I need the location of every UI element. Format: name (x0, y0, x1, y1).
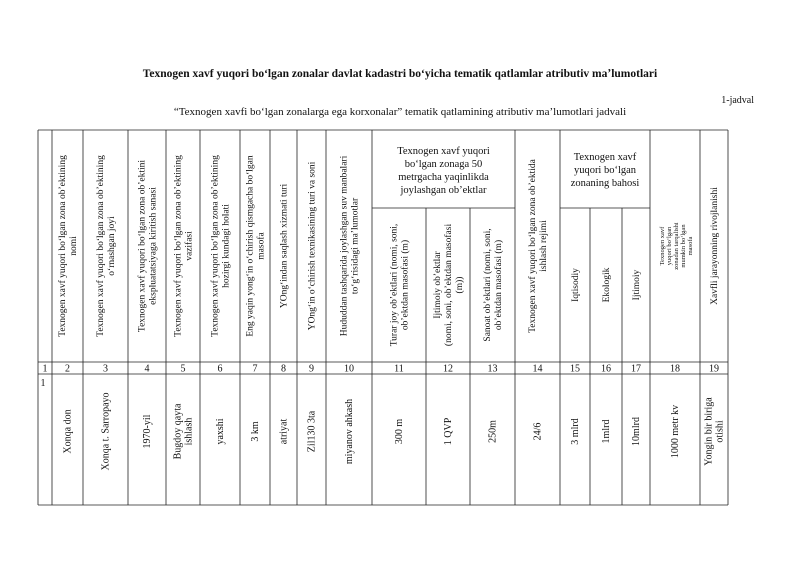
header-col-5-line: Texnogen xavf yuqori boʻlgan zona obʼektining (173, 155, 184, 337)
header-col-18 (659, 222, 694, 270)
cell-col-16-line: 1mlrd (601, 419, 612, 444)
header-col-15 (571, 268, 581, 302)
header-col-9 (308, 161, 318, 330)
cell-col-5 (173, 403, 195, 459)
header-col-8 (280, 184, 290, 309)
header-col-5-line: vazifasi (184, 231, 195, 261)
cell-col-10 (344, 399, 355, 464)
cell-col-16 (601, 420, 612, 444)
column-number: 7 (252, 363, 258, 375)
column-number: 9 (309, 363, 314, 375)
header-col-8-line: YOngʻindan saqlash xizmati turi (279, 183, 290, 309)
header-group-zone-assessment-line: Texnogen xavf (573, 152, 637, 163)
header-col-17-line: Ijtimoiy (632, 269, 642, 301)
cell-col-19-line: Yongin bir biriga (703, 397, 715, 466)
header-col-18-line: yuqori boʻlgan (666, 226, 673, 266)
table-subtitle: “Texnogen xavfi boʻlgan zonalarga ega korxonalar” tematik qatlamining atributiv maʼlumotlari jadvali (173, 106, 627, 118)
header-col-18-line: zonadan tarqalishi (673, 222, 680, 270)
cell-col-14 (533, 423, 544, 441)
column-number: 18 (670, 363, 680, 375)
cell-col-11 (394, 419, 405, 445)
column-number: 17 (631, 363, 641, 375)
cell-col-4-line: 1970-yil (142, 414, 153, 449)
header-col-2-line: Texnogen xavf yuqori boʻlgan zona obʼektining (58, 155, 68, 337)
cell-col-2 (63, 409, 74, 453)
column-number: 11 (394, 363, 404, 375)
page-title: Texnogen xavf yuqori boʻlgan zonalar davlat kadastri boʻyicha tematik qatlamlar atributiv maʼlumotlari (142, 68, 658, 80)
header-group-nearby-objects-line: boʻlgan zonaga 50 (404, 159, 483, 170)
cell-col-4 (142, 414, 153, 448)
header-col-11-line: Turar joy obʼektlari (nomi, soni, (389, 223, 400, 347)
header-group-nearby-objects-line: joylashgan obʼektlar (400, 185, 487, 196)
header-col-9-line: YOngʻin oʻchirish texnikasining turi va soni (307, 161, 318, 331)
cell-col-14-line: 24/6 (532, 422, 544, 441)
header-col-13 (482, 228, 504, 341)
cell-col-3 (101, 392, 112, 470)
cell-col-7-line: 3 km (250, 421, 261, 442)
header-col-6 (210, 155, 232, 337)
column-number: 3 (103, 363, 108, 375)
header-col-12-line: Ijtimoiy obʼektlar (433, 251, 443, 319)
cell-col-13-line: 250m (487, 420, 499, 443)
header-col-11-line: obʼektdan masofasi (m) (400, 239, 411, 331)
cell-col-17-line: 10mlrd (631, 417, 642, 446)
column-number: 12 (443, 363, 453, 375)
header-col-4-line: Texnogen xavf yuqori boʻlgan zona obʼektini (137, 159, 148, 333)
header-col-15-line: Iqtisodiy (571, 268, 581, 302)
header-col-5 (173, 155, 195, 337)
header-col-3-line: oʻrnashgan joyi (107, 216, 117, 276)
column-number: 6 (217, 363, 223, 375)
header-col-10 (340, 155, 361, 336)
cell-col-12-line: 1 QVP (443, 417, 454, 446)
header-col-6-line: Texnogen xavf yuqori boʻlgan zona obʼektining (210, 155, 221, 337)
cell-col-5-line: ishlash (183, 417, 195, 446)
header-group-zone-assessment-line: yuqori boʻlgan (573, 165, 637, 176)
header-group-zone-assessment-line: zonaning bahosi (570, 178, 640, 189)
cell-col-19-line: otishi (714, 420, 726, 443)
table-content (41, 146, 726, 471)
header-col-18-line: masofa (687, 236, 694, 256)
header-group-nearby-objects-line: metrgacha yaqinlikda (398, 172, 489, 183)
cell-col-12 (443, 417, 454, 445)
header-col-2-line: nomi (69, 236, 79, 256)
cell-col-8 (279, 419, 290, 445)
header-col-2 (57, 155, 79, 337)
cell-col-6 (215, 418, 226, 444)
cell-col-9-line: Zil130 3ta (306, 410, 318, 453)
table-reference: 1-jadval (721, 95, 754, 106)
cell-col-15-line: 3 mlrd (570, 418, 581, 445)
header-col-18-line: mumkin boʻlgan (680, 224, 687, 268)
header-col-16 (602, 267, 612, 302)
header-group-zone-assessment (571, 152, 640, 189)
header-col-7 (246, 155, 267, 337)
column-number: 4 (144, 363, 150, 375)
header-group-nearby-objects (397, 146, 490, 196)
column-number: 10 (344, 363, 354, 375)
header-col-14-line: Texnogen xavf yuqori boʻlgan zona obʼektida (528, 159, 538, 333)
header-col-3-line: Texnogen xavf yuqori boʻlgan zona obʼektining (96, 155, 106, 337)
cell-col-17 (631, 417, 642, 446)
column-number: 15 (570, 363, 580, 375)
header-col-4 (137, 160, 159, 332)
cell-col-19 (704, 397, 726, 466)
row-number: 1 (40, 378, 46, 389)
header-col-3 (95, 155, 117, 337)
cell-col-18 (670, 405, 681, 458)
header-col-4-line: ekspluatatsiyaga kiritish sanasi (148, 187, 159, 305)
header-col-19 (709, 187, 720, 305)
header-col-14 (527, 158, 549, 332)
cell-col-10-line: miyanov ahkash (344, 398, 355, 465)
header-group-nearby-objects-line: Texnogen xavf yuqori (397, 146, 490, 157)
column-number: 8 (281, 363, 286, 375)
column-number: 14 (532, 363, 543, 375)
cell-col-15 (570, 418, 581, 444)
column-number: 2 (65, 363, 70, 375)
header-col-12-line: (m)) (455, 276, 465, 294)
header-col-14-line: ishlash rejimi (539, 220, 549, 272)
header-col-16-line: Ekologik (602, 267, 612, 303)
header-col-10-line: toʻgʻrisidagi maʼlumotlar (350, 197, 361, 295)
header-col-7-line: Eng yaqin yongʻin oʻchirish qismgacha boʻlgan (245, 155, 256, 337)
header-col-18-line: Texnogen xavf (659, 226, 666, 266)
cell-col-11-line: 300 m (394, 418, 405, 445)
header-col-11 (389, 224, 411, 347)
column-number: 13 (487, 363, 498, 375)
header-col-17 (632, 269, 642, 300)
cell-col-2-line: Xonqa don (62, 409, 74, 454)
header-col-13-line: obʼektdan masofasi (m) (494, 239, 504, 331)
cell-col-9 (307, 410, 318, 452)
cell-col-6-line: yaxshi (215, 418, 226, 445)
header-col-19-line: Xavfli jarayonning rivojlanishi (710, 187, 720, 305)
header-col-6-line: hozirgi kundagi holati (221, 204, 232, 288)
cell-col-7 (250, 421, 261, 442)
header-col-12-line: (nomi, soni, obʼektdan masofasi (444, 223, 454, 347)
header-col-12 (433, 224, 465, 347)
cell-col-13 (488, 420, 499, 443)
header-col-13-line: Sanoat obʼektlari (nomi, soni, (483, 228, 493, 342)
cell-col-3-line: Xonqa t. Sarropayo (100, 392, 112, 471)
header-col-10-line: Hududdan tashqarida joylashgan suv manbalari (339, 155, 350, 337)
column-number: 1 (42, 363, 48, 375)
cell-col-8-line: atriyat (278, 418, 290, 445)
cell-col-5-line: Bugdoy qayta (172, 403, 184, 460)
cell-col-18-line: 1000 metr kv (670, 404, 681, 459)
header-col-7-line: masofa (256, 232, 267, 260)
column-number: 19 (709, 363, 719, 375)
column-number: 16 (601, 363, 611, 375)
column-number: 5 (180, 363, 186, 375)
